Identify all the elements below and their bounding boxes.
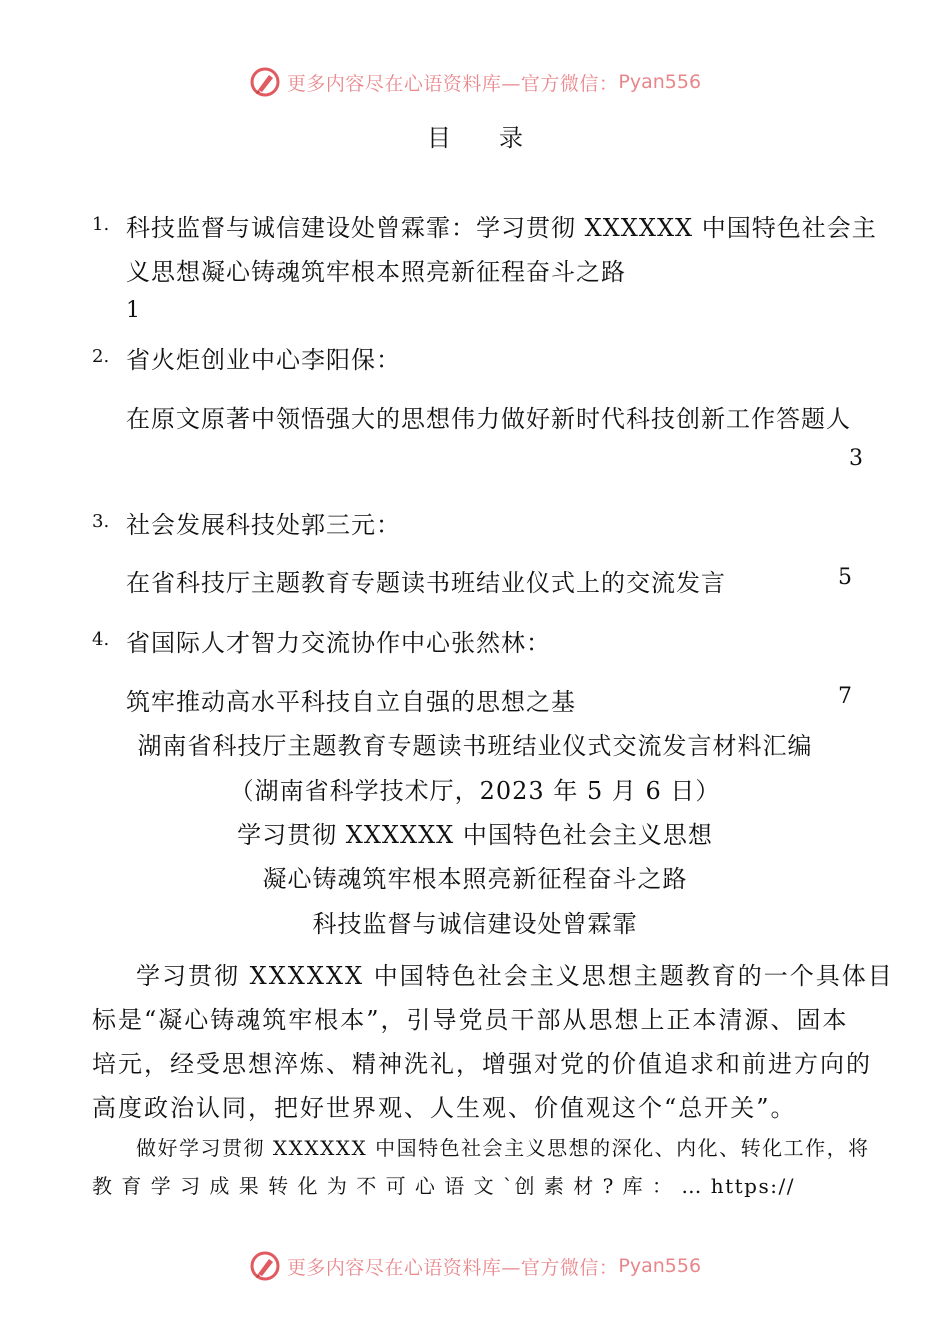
toc-item-title-line[interactable]: 义思想凝心铸魂筑牢根本照亮新征程奋斗之路 xyxy=(126,258,626,286)
pen-logo-icon xyxy=(249,66,281,98)
article-author: 科技监督与诚信建设处曾霖霏 xyxy=(312,910,638,938)
toc-title xyxy=(0,118,950,153)
toc-title-char: 录 xyxy=(499,124,523,152)
document-source: （湖南省科学技术厅，2023 年 5 月 6 日） xyxy=(229,777,721,805)
toc-item-number: 1. xyxy=(92,214,110,235)
banner-wechat-id: Pyan556 xyxy=(618,1255,702,1277)
banner-text: 更多内容尽在心语资料库—官方微信： xyxy=(286,1256,619,1279)
toc-item-subtitle[interactable]: 在原文原著中领悟强大的思想伟力做好新时代科技创新工作答题人 xyxy=(126,405,851,433)
banner-wechat-id: Pyan556 xyxy=(618,71,702,93)
toc-item-number: 3. xyxy=(92,511,110,532)
toc-page-number: 7 xyxy=(838,684,852,709)
paragraph-line: 高度政治认同，把好世界观、人生观、价值观这个“总开关”。 xyxy=(92,1094,797,1122)
paragraph-line: 做好学习贯彻 XXXXXX 中国特色社会主义思想的深化、内化、转化工作，将 xyxy=(136,1136,870,1160)
toc-page-number: 3 xyxy=(849,446,863,471)
article-title-line-1: 学习贯彻 XXXXXX 中国特色社会主义思想 xyxy=(237,821,713,849)
banner-text: 更多内容尽在心语资料库—官方微信： xyxy=(286,72,619,95)
header-banner xyxy=(0,64,950,100)
toc-page-number: 1 xyxy=(126,298,140,323)
toc-item-number: 4. xyxy=(92,629,110,650)
paragraph-line: 教 育 学 习 成 果 转 化 为 不 可 心 语 文 `创 素 材 ? 库 ： … https:// xyxy=(92,1174,795,1198)
toc-page-number: 5 xyxy=(838,565,852,590)
pen-logo-icon xyxy=(249,1250,281,1282)
toc-item-number: 2. xyxy=(92,346,110,367)
toc-item-subtitle[interactable]: 筑牢推动高水平科技自立自强的思想之基 xyxy=(126,688,576,716)
article-title-line-2: 凝心铸魂筑牢根本照亮新征程奋斗之路 xyxy=(262,865,688,893)
footer-banner xyxy=(0,1248,950,1284)
toc-item-author[interactable]: 省火炬创业中心李阳保： xyxy=(126,346,401,374)
paragraph-line: 标是“凝心铸魂筑牢根本”，引导党员干部从思想上正本清源、固本 xyxy=(92,1006,849,1034)
toc-item-author[interactable]: 社会发展科技处郭三元： xyxy=(126,511,401,539)
toc-item-subtitle[interactable]: 在省科技厅主题教育专题读书班结业仪式上的交流发言 xyxy=(126,569,726,597)
paragraph-line: 培元，经受思想淬炼、精神洗礼，增强对党的价值追求和前进方向的 xyxy=(92,1050,872,1078)
toc-title-char: 目 xyxy=(427,124,451,152)
paragraph-line: 学习贯彻 XXXXXX 中国特色社会主义思想主题教育的一个具体目 xyxy=(136,962,894,990)
toc-item-title-line[interactable]: 科技监督与诚信建设处曾霖霏：学习贯彻 XXXXXX 中国特色社会主 xyxy=(126,214,877,242)
toc-item-author[interactable]: 省国际人才智力交流协作中心张然林： xyxy=(126,629,551,657)
document-heading: 湖南省科技厅主题教育专题读书班结业仪式交流发言材料汇编 xyxy=(137,732,813,760)
